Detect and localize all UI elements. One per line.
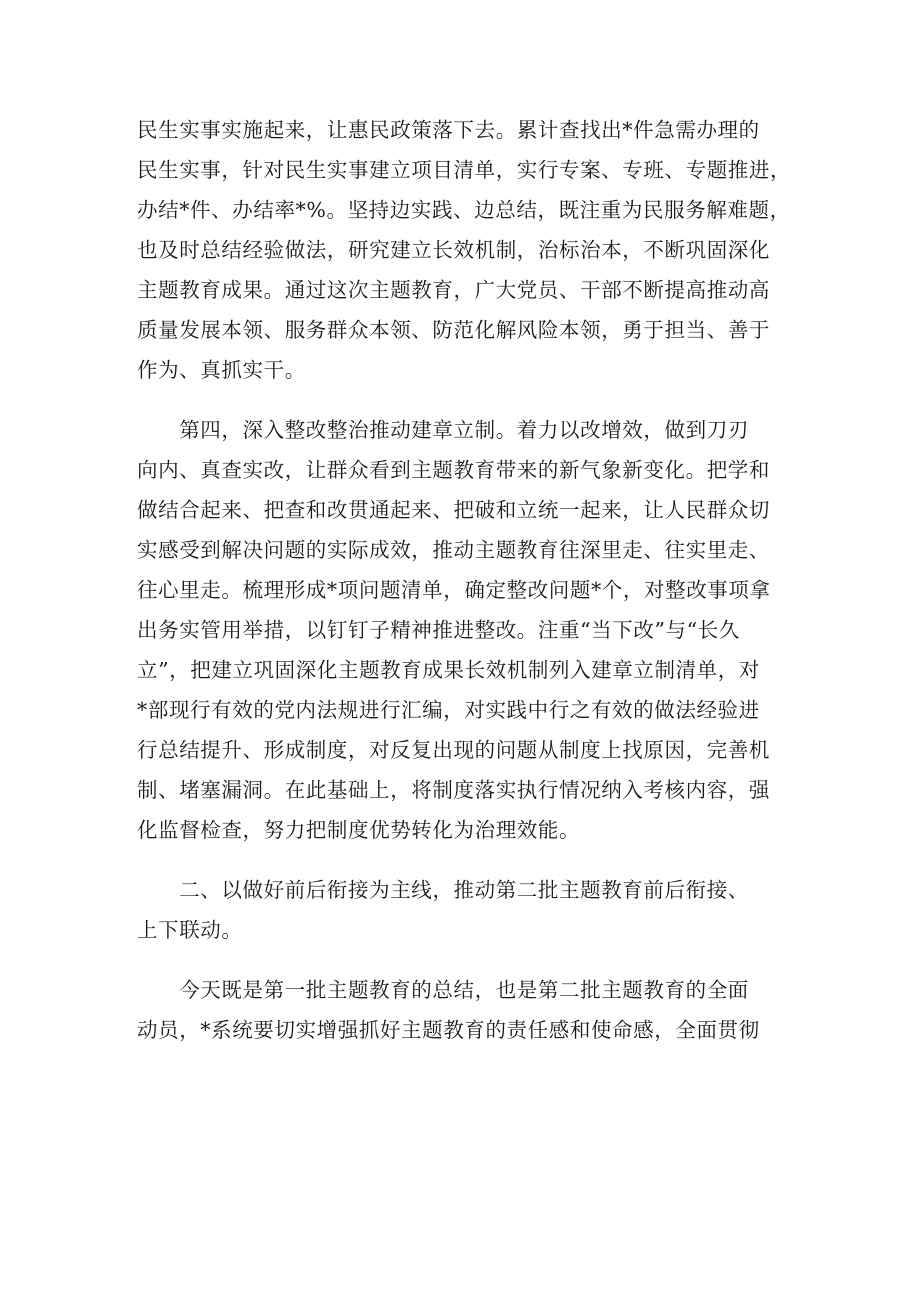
text-line: 实感受到解决问题的实际成效，推动主题教育往深里走、往实里走、 <box>137 538 770 562</box>
text-line: 第四，深入整改整治推动建章立制。着力以改增效，做到刀刃 <box>137 418 749 442</box>
paragraph <box>137 870 817 950</box>
paragraph <box>137 110 817 390</box>
text-line: 做结合起来、把查和改贯通起来、把破和立统一起来，让人民群众切 <box>137 498 770 522</box>
paragraph-gap <box>137 850 817 870</box>
text-line: 质量发展本领、服务群众本领、防范化解风险本领，勇于担当、善于 <box>137 318 770 342</box>
text-line: 向内、真查实改，让群众看到主题教育带来的新气象新变化。把学和 <box>137 458 770 482</box>
text-line: 二、以做好前后衔接为主线，推动第二批主题教育前后衔接、 <box>137 878 749 902</box>
text-line: 立”，把建立巩固深化主题教育成果长效机制列入建章立制清单，对 <box>137 658 760 682</box>
text-line: 制、堵塞漏洞。在此基础上，将制度落实执行情况纳入考核内容，强 <box>137 778 770 802</box>
paragraph <box>137 410 817 850</box>
text-line: 今天既是第一批主题教育的总结，也是第二批主题教育的全面 <box>137 978 749 1002</box>
text-line: 主题教育成果。通过这次主题教育，广大党员、干部不断提高推动高 <box>137 278 770 302</box>
text-line: 办结*件、办结率*%。坚持边实践、边总结，既注重为民服务解难题， <box>137 198 791 222</box>
text-line: 作为、真抓实干。 <box>137 358 306 382</box>
text-line: 民生实事，针对民生实事建立项目清单，实行专案、专班、专题推进， <box>137 158 792 182</box>
text-line: 民生实事实施起来，让惠民政策落下去。累计查找出*件急需办理的 <box>137 118 760 142</box>
text-line: 行总结提升、形成制度，对反复出现的问题从制度上找原因，完善机 <box>137 738 770 762</box>
text-line: 化监督检查，努力把制度优势转化为治理效能。 <box>137 818 581 842</box>
document-body <box>137 110 817 1050</box>
text-line: 上下联动。 <box>137 918 243 942</box>
paragraph-gap <box>137 950 817 970</box>
text-line: 也及时总结经验做法，研究建立长效机制，治标治本，不断巩固深化 <box>137 238 770 262</box>
text-line: *部现行有效的党内法规进行汇编，对实践中行之有效的做法经验进 <box>137 698 760 722</box>
paragraph <box>137 970 817 1050</box>
text-line: 动员，*系统要切实增强抓好主题教育的责任感和使命感，全面贯彻 <box>137 1018 760 1042</box>
text-line: 往心里走。梳理形成*项问题清单，确定整改问题*个，对整改事项拿 <box>137 578 771 602</box>
text-line: 出务实管用举措，以钉钉子精神推进整改。注重“当下改”与“长久 <box>137 618 740 642</box>
paragraph-gap <box>137 390 817 410</box>
